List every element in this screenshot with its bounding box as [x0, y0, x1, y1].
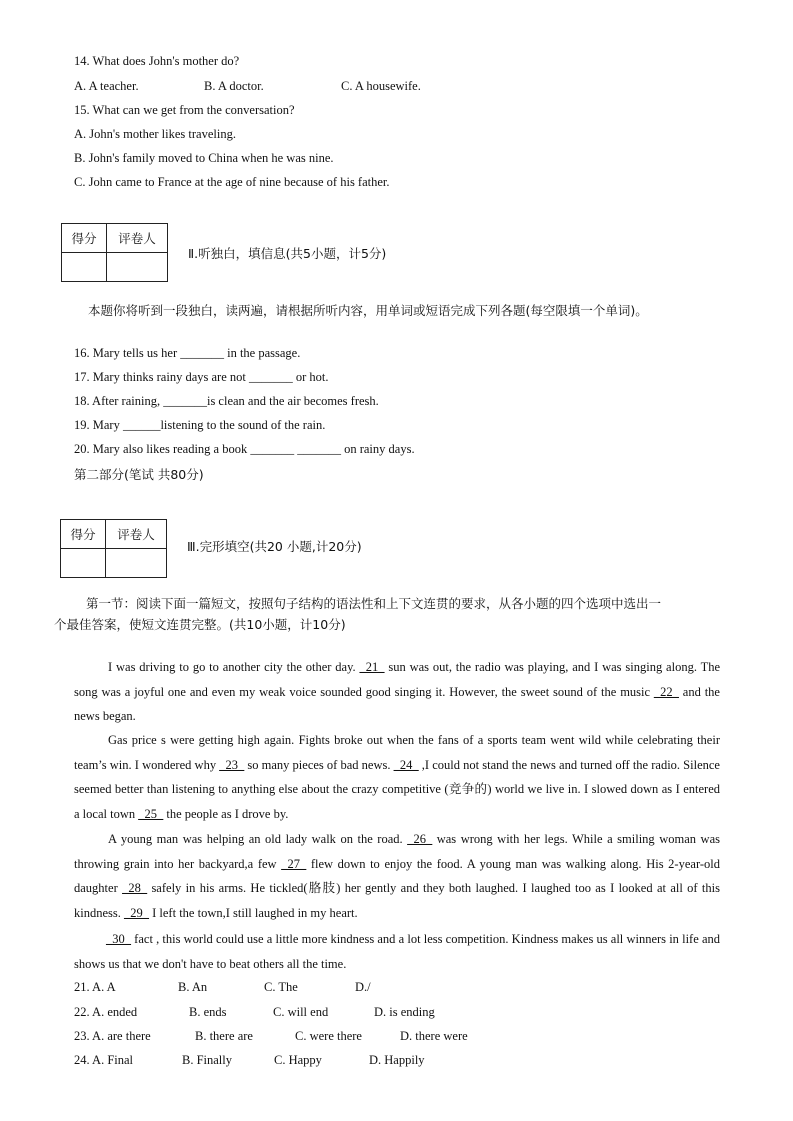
option-a: 23. A. are there [74, 1029, 151, 1043]
passage-text: Gas price s were getting high again. Fights broke out when the fans of a sports team went wild while celebrating their team’s win. I wondered why [74, 733, 720, 772]
section3-instruction-line1: 第一节：阅读下面一篇短文，按照句子结构的语法性和上下文连贯的要求，从各小题的四个选项中选出一 [86, 596, 662, 611]
score-cell[interactable] [61, 549, 106, 578]
passage-paragraph-4 [74, 927, 720, 976]
grader-cell[interactable] [106, 549, 167, 578]
option-d: D. Happily [369, 1053, 425, 1067]
passage-paragraph-3 [74, 827, 720, 925]
section3-instruction-line2: 个最佳答案，使短文连贯完整。(共10小题，计10分) [54, 617, 346, 632]
option-b: B. ends [189, 1005, 227, 1019]
score-table-section2 [61, 223, 168, 282]
passage-text: flew down to enjoy the food. A young man was walking along. His 2-year-old daughter [74, 856, 720, 895]
option-b: B. there are [195, 1029, 253, 1043]
passage-text: the people as I drove by. [163, 806, 289, 821]
passage-text: and the news began. [74, 684, 720, 723]
blank-22: _22_ [653, 684, 679, 699]
passage-paragraph-2 [74, 728, 720, 826]
q18: 18. After raining, _______is clean and the air becomes fresh. [74, 394, 379, 408]
option-d: D. is ending [374, 1005, 435, 1019]
q15-question: 15. What can we get from the conversation? [74, 103, 295, 117]
q14-question: 14. What does John's mother do? [74, 54, 240, 68]
grader-header: 评卷人 [106, 520, 167, 549]
q15-option-a: A. John's mother likes traveling. [74, 127, 236, 141]
score-header: 得分 [61, 520, 106, 549]
options-24 [74, 1051, 425, 1069]
passage-text: ,I could not stand the news and turned off the radio. Silence seemed better than listening to anything else about the crazy competitive (竞争的) world we live in. I slowed down as I entered a local town [74, 757, 720, 821]
passage-text: fact , this world could use a little more kindness and a lot less competition. Kindness makes us all winners in life and shows us that we don't have to beat others all the time. [74, 932, 720, 971]
blank-23: _23_ [219, 757, 245, 772]
section3-title: Ⅲ.完形填空(共20 小题,计20分) [187, 539, 362, 554]
options-22 [74, 1003, 435, 1021]
grader-header: 评卷人 [107, 224, 168, 253]
q16: 16. Mary tells us her _______ in the passage. [74, 346, 301, 360]
option-a: 24. A. Final [74, 1053, 134, 1067]
score-header: 得分 [62, 224, 107, 253]
blank-25: _25_ [138, 806, 164, 821]
blank-29: _29_ [124, 905, 149, 920]
score-table-section3 [60, 519, 167, 578]
section2-title: Ⅱ.听独白，填信息(共5小题，计5分) [188, 246, 387, 261]
blank-24: _24_ [393, 757, 419, 772]
option-d: D. there were [400, 1029, 468, 1043]
options-21 [74, 978, 371, 996]
blank-28: _28_ [122, 881, 148, 895]
passage-text: was wrong with her legs. While a smiling woman was throwing grain into her backyard,a few [74, 832, 720, 871]
passage-text: I was driving to go to another city the other day. [108, 660, 360, 674]
grader-cell[interactable] [107, 253, 168, 282]
passage-text: so many pieces of bad news. [244, 757, 394, 772]
passage-text: safely in his arms. He tickled(胳肢) her gently and they both laughed. I laughed too as I looked at all of this kindness. [74, 881, 720, 920]
q17: 17. Mary thinks rainy days are not _______ or hot. [74, 370, 329, 384]
q14-option-a: A. A teacher. [74, 79, 139, 93]
part2-title: 第二部分(笔试 共80分) [74, 467, 204, 482]
passage-text: A young man was helping an old lady walk on the road. [108, 832, 408, 846]
q14-option-b: B. A doctor. [204, 79, 264, 93]
section2-instruction: 本题你将听到一段独白，读两遍，请根据所听内容，用单词或短语完成下列各题(每空限填一个单词)。 [88, 303, 648, 318]
blank-30: _30_ [106, 932, 131, 946]
q14-option-c: C. A housewife. [341, 79, 421, 93]
q19: 19. Mary ______listening to the sound of the rain. [74, 418, 326, 432]
option-c: C. will end [273, 1005, 329, 1019]
q20: 20. Mary also likes reading a book _______ _______ on rainy days. [74, 442, 415, 456]
options-23 [74, 1027, 468, 1045]
passage-paragraph-1 [74, 655, 720, 729]
passage-text: I left the town,I still laughed in my heart. [149, 905, 358, 920]
passage-text: sun was out, the radio was playing, and I was singing along. The song was a joyful one and even my weak voice sounded good singing it. However, the sweet sound of the music [74, 660, 720, 699]
option-a: 21. A. A [74, 980, 116, 994]
q15-option-c: C. John came to France at the age of nine because of his father. [74, 175, 390, 189]
option-d: D./ [355, 980, 371, 994]
option-c: C. The [264, 980, 298, 994]
option-b: B. Finally [182, 1053, 233, 1067]
q14-options [74, 77, 421, 95]
option-c: C. were there [295, 1029, 362, 1043]
option-c: C. Happy [274, 1053, 322, 1067]
blank-26: _26_ [407, 832, 433, 846]
score-cell[interactable] [62, 253, 107, 282]
blank-21: _21_ [359, 660, 385, 674]
blank-27: _27_ [281, 856, 307, 871]
option-a: 22. A. ended [74, 1005, 138, 1019]
q15-option-b: B. John's family moved to China when he was nine. [74, 151, 334, 165]
option-b: B. An [178, 980, 208, 994]
